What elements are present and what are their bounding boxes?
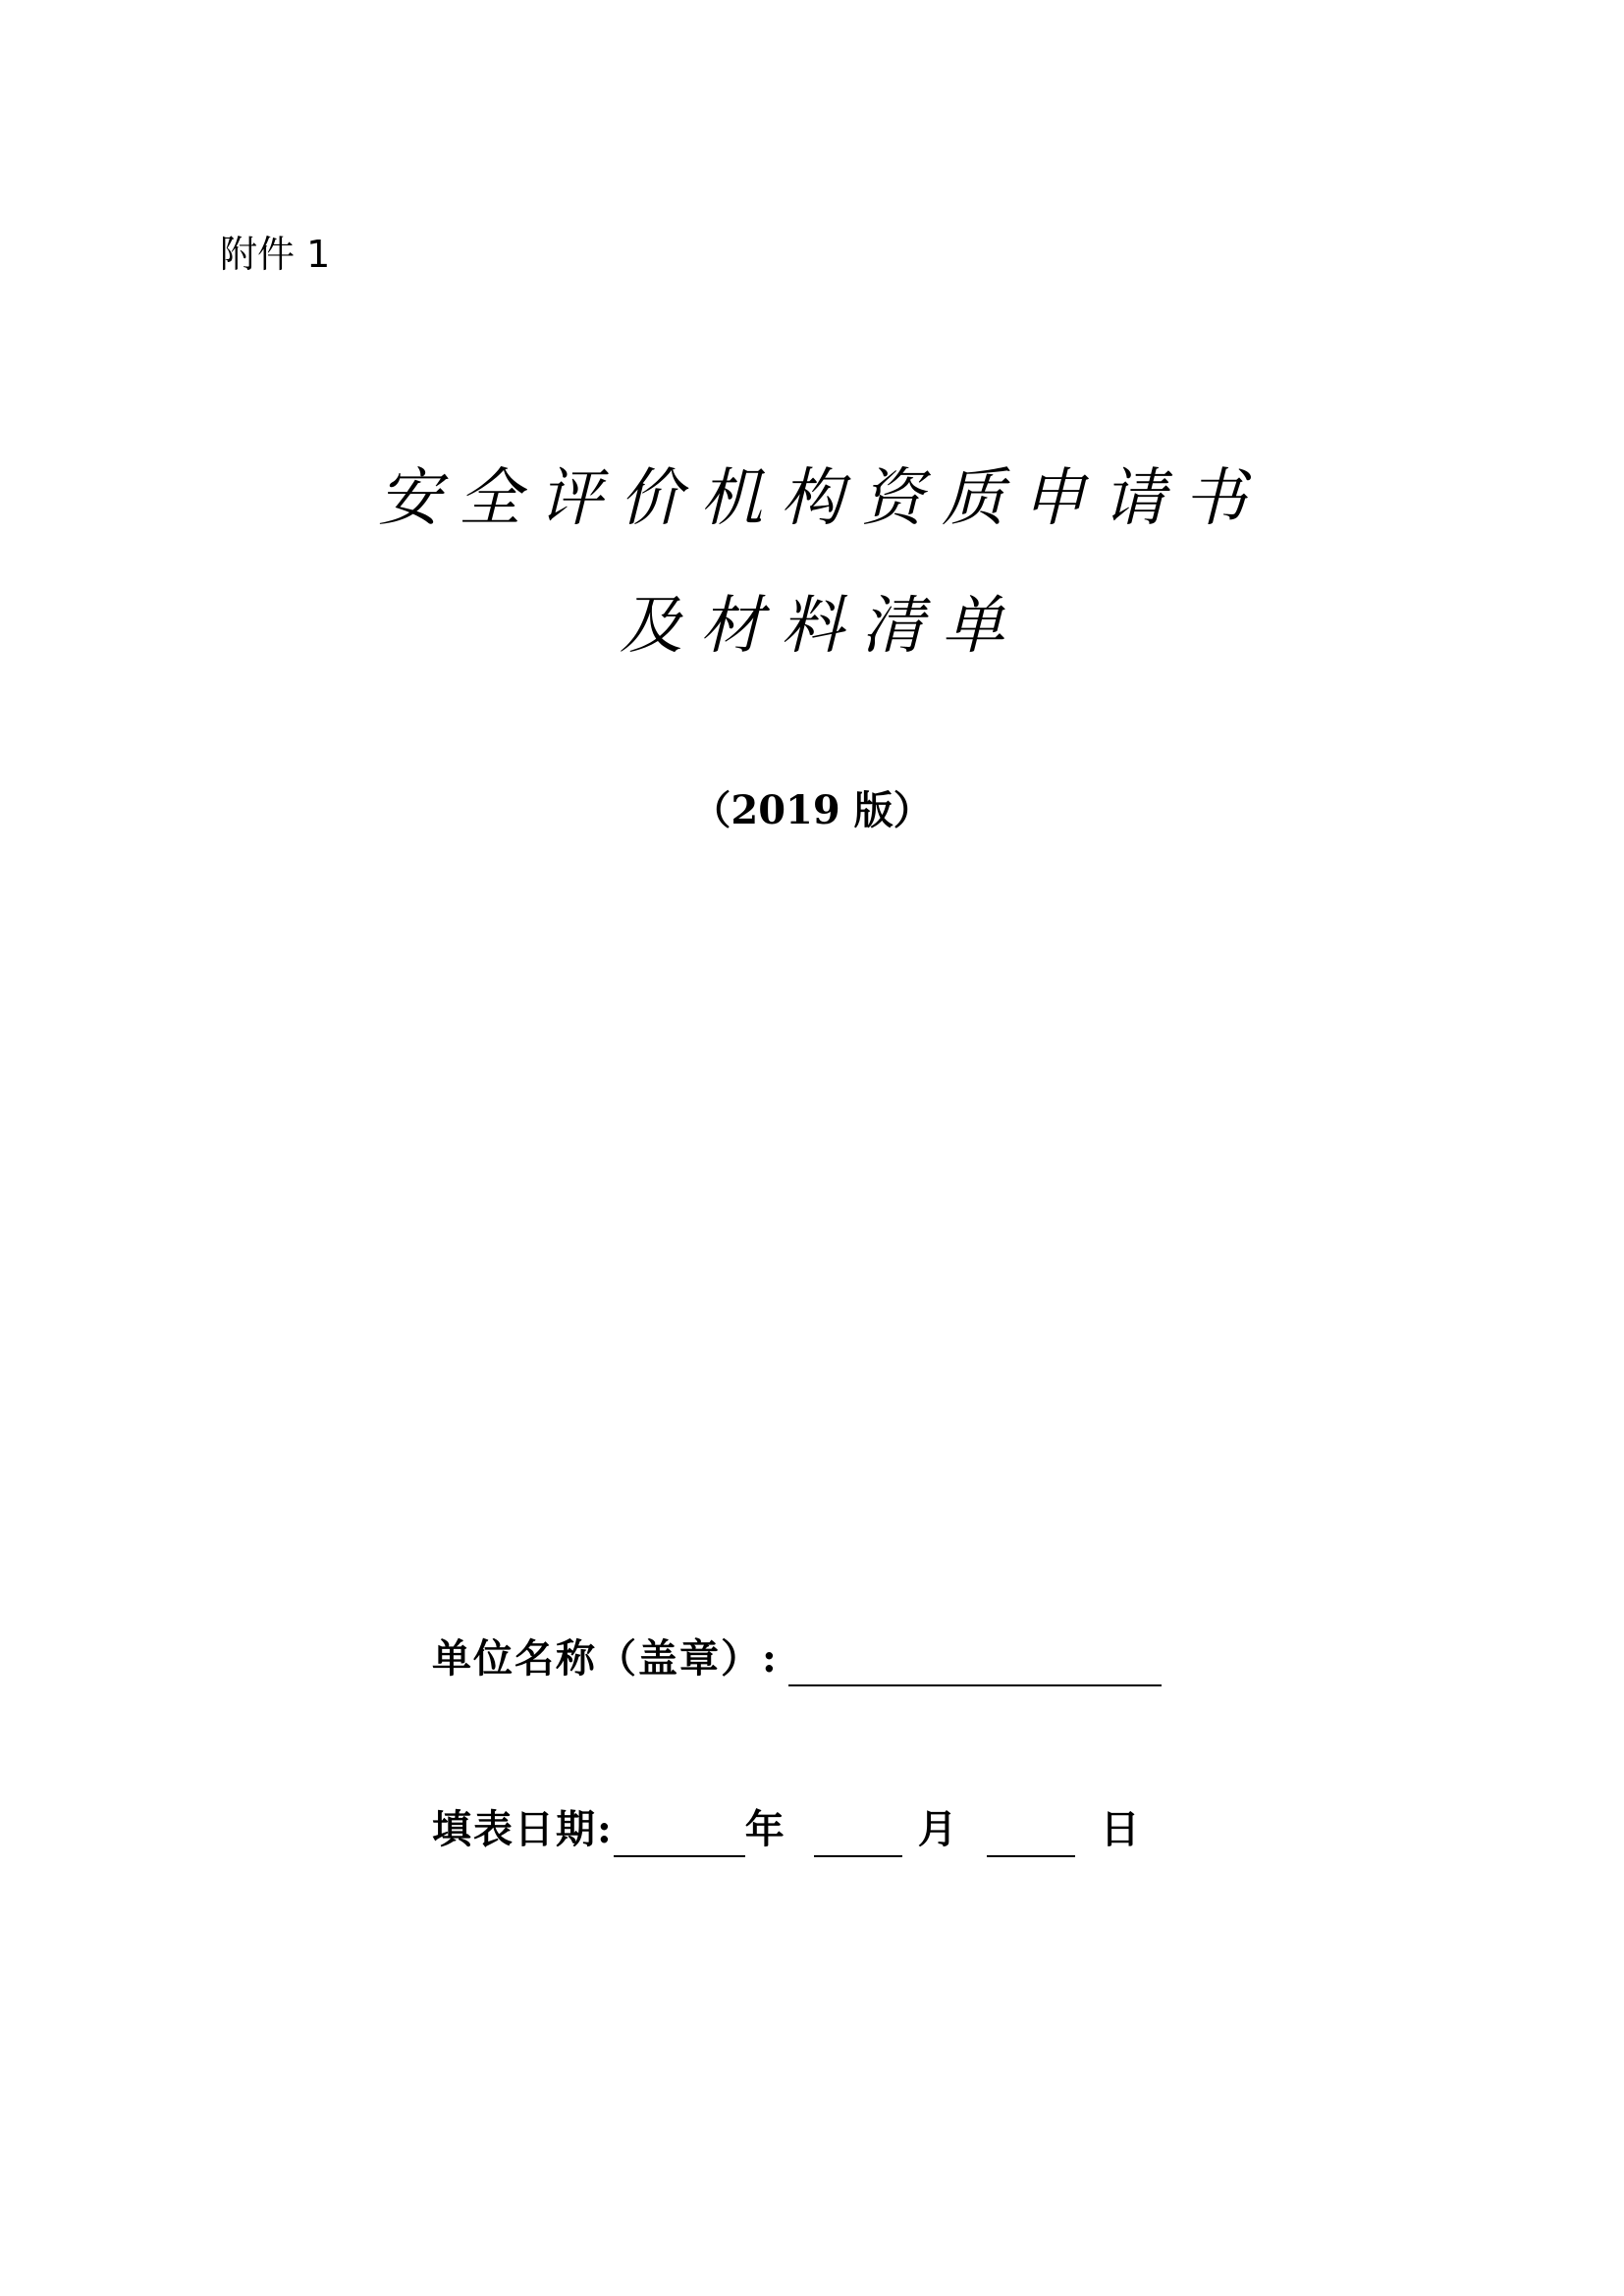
- day-field[interactable]: [987, 1814, 1075, 1857]
- month-field[interactable]: [814, 1814, 902, 1857]
- unit-name-field[interactable]: [788, 1643, 1162, 1686]
- fill-date-label: 填表日期:: [432, 1806, 614, 1852]
- fill-date-row: [432, 1802, 1140, 1857]
- year-field[interactable]: [614, 1814, 745, 1857]
- unit-name-label: 单位名称（盖章）:: [432, 1635, 779, 1682]
- attachment-label: 附件 1: [220, 233, 331, 276]
- year-unit-label: 年: [744, 1806, 785, 1852]
- document-title: 安全评价机构资质申请书: [378, 462, 1264, 535]
- document-subtitle: 及材料清单: [620, 590, 1022, 663]
- day-unit-label: 日: [1100, 1806, 1140, 1852]
- edition-label: （2019 版）: [691, 787, 933, 833]
- unit-name-row: [432, 1631, 1162, 1686]
- month-unit-label: 月: [917, 1806, 957, 1852]
